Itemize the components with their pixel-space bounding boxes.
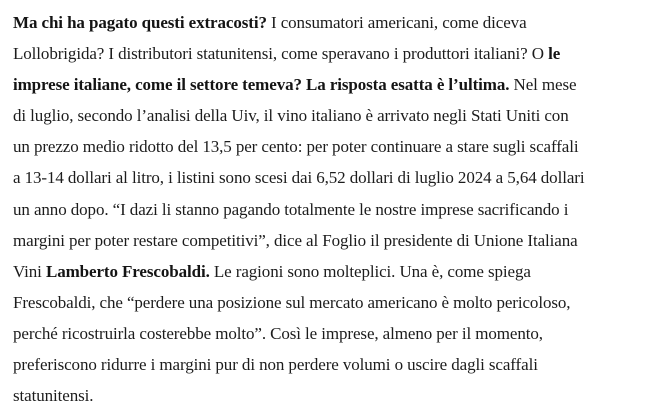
text-run: Le ragioni sono molteplici. Una è, come spiega: [209, 261, 531, 281]
text-line: [13, 131, 672, 162]
text-run: Vini: [13, 261, 46, 281]
text-run: perché ricostruirla costerebbe molto”. Così le imprese, almeno per il momento,: [13, 323, 543, 343]
bold-text-run: Ma chi ha pagato questi extracosti?: [13, 13, 267, 32]
text-line: [13, 287, 672, 318]
text-line: [13, 100, 672, 131]
text-run: a 13-14 dollari al litro, i listini sono scesi dai 6,52 dollari di luglio 2024 a 5,64 dollari: [13, 168, 585, 188]
text-line: [13, 349, 672, 380]
text-line: [13, 256, 672, 287]
bold-text-run: imprese italiane, come il settore temeva? La risposta esatta è l’ultima.: [13, 75, 510, 95]
text-line: [13, 162, 672, 193]
text-run: Nel mese: [509, 75, 577, 95]
text-run: un anno dopo. “I dazi li stanno pagando totalmente le nostre imprese sacrificando i: [13, 199, 569, 219]
text-run: Lollobrigida? I distributori statunitensi, come speravano i produttori italiani? O: [13, 44, 549, 64]
text-run: Frescobaldi, che “perdere una posizione sul mercato americano è molto pericoloso,: [13, 292, 571, 312]
text-line: [13, 38, 672, 69]
text-run: I consumatori americani, come diceva: [266, 13, 527, 32]
text-line: [13, 225, 672, 256]
text-line: [13, 69, 672, 100]
text-run: di luglio, secondo l’analisi della Uiv, il vino italiano è arrivato negli Stati Uniti con: [13, 106, 569, 126]
bold-text-run: Lamberto Frescobaldi.: [45, 261, 210, 281]
text-line: [13, 7, 672, 38]
text-run: preferiscono ridurre i margini pur di non perdere volumi o uscire dagli scaffali: [13, 355, 538, 375]
bold-text-run: le: [548, 44, 561, 64]
text-run: un prezzo medio ridotto del 13,5 per cento: per poter continuare a stare sugli scaffali: [13, 137, 579, 157]
text-line: [13, 318, 672, 349]
text-run: statunitensi.: [13, 386, 94, 406]
text-line: [13, 194, 672, 225]
text-line: [13, 380, 672, 411]
text-run: margini per poter restare competitivi”, dice al Foglio il presidente di Unione Italiana: [13, 230, 578, 250]
